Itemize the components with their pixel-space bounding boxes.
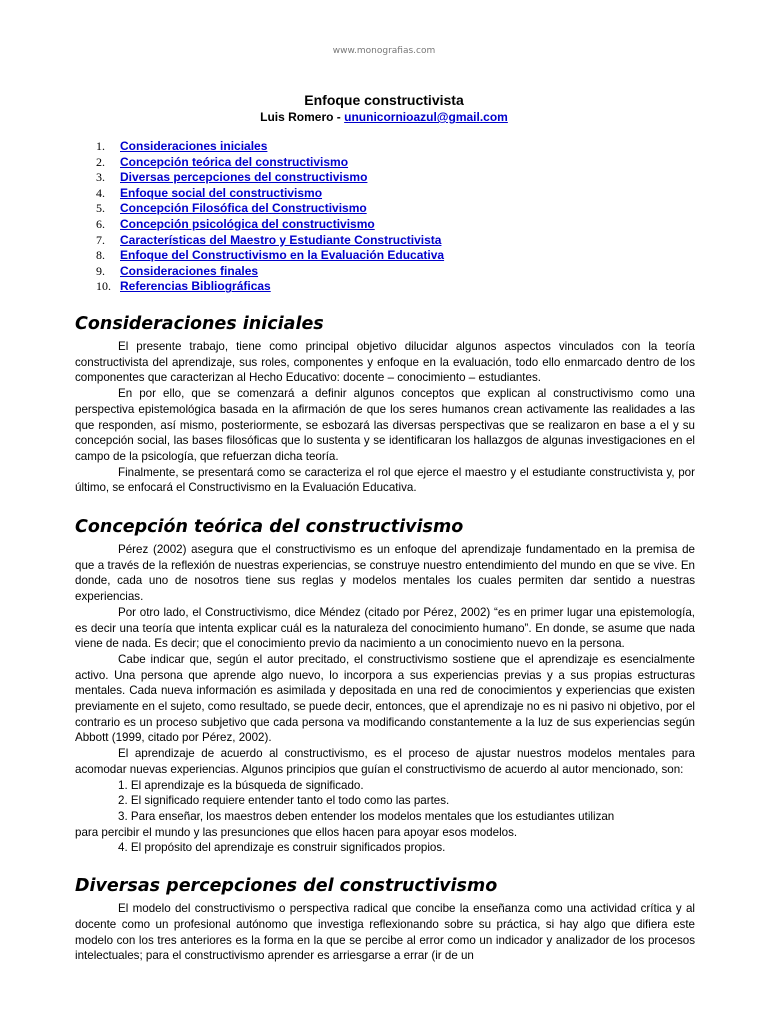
section-heading: Concepción teórica del constructivismo <box>75 517 464 538</box>
toc-item <box>96 264 444 280</box>
body-paragraph: Finalmente, se presentará como se caracteriza el rol que ejerce el maestro y el estudiante constructivista y, por último, se enfocará el Constructivismo en la Evaluación Educativa. <box>75 465 695 495</box>
document-title: Enfoque constructivista <box>304 92 464 108</box>
body-paragraph: El modelo del constructivismo o perspectiva radical que concibe la enseñanza como una actividad crítica y al docente como un profesional autónomo que investiga reflexionando sobre su práctica, si hay algo que difiera este modelo con los tres anteriores es la forma en la que se percibe al error como un indicador y analizador de los procesos intelectuales; para el constructivismo aprender es arriesgarse a errar (ir de un <box>75 902 695 963</box>
toc-item <box>96 170 444 186</box>
toc-link[interactable]: Enfoque social del constructivismo <box>120 185 323 200</box>
principle-item: 1. El aprendizaje es la búsqueda de significado. <box>118 778 364 792</box>
toc-item <box>96 279 444 295</box>
site-url: www.monografias.com <box>332 46 436 56</box>
author-line <box>0 110 768 124</box>
toc-number: 7. <box>96 232 105 247</box>
body-paragraph: En por ello, que se comenzará a definir algunos conceptos que explican al constructivismo como una perspectiva epistemológica basada en la afirmación de que los seres humanos crean activamente las realidades a las que responden, así mismo, posteriormente, se esbozará las diversas perspectivas que se realizaron en base a el y su concepción social, las bases filosóficas que lo sustenta y se identificaran los hallazgos de algunas investigaciones en el campo de la psicología, que refuerzan dicha teoría. <box>75 387 695 463</box>
section-heading: Diversas percepciones del constructivismo <box>75 876 498 897</box>
principle-item: 4. El propósito del aprendizaje es construir significados propios. <box>118 841 446 855</box>
toc-link[interactable]: Concepción psicológica del constructivismo <box>120 216 375 231</box>
toc-number: 10. <box>96 279 111 294</box>
toc-item <box>96 186 444 202</box>
body-paragraph: Cabe indicar que, según el autor precitado, el constructivismo sostiene que el aprendizaje es esencialmente activo. Una persona que aprende algo nuevo, lo incorpora a sus experiencias previas y a sus propias estructuras mentales. Cada nueva información es asimilada y depositada en una red de conocimientos y experiencias que existen previamente en el sujeto, como resultado, se puede decir, entonces, que el aprendizaje no es ni pasivo ni objetivo, por el contrario es un proceso subjetivo que cada persona va modificando constantemente a la luz de sus experiencias según Abbott (1999, citado por Pérez, 2002). <box>75 652 696 745</box>
table-of-contents <box>96 139 444 295</box>
author-email-link[interactable]: ununicornioazul@gmail.com <box>344 110 508 124</box>
toc-item <box>96 217 444 233</box>
principle-item: 2. El significado requiere entender tanto el todo como las partes. <box>118 794 450 808</box>
body-paragraph: El aprendizaje de acuerdo al constructivismo, es el proceso de ajustar nuestros modelos mentales para acomodar nuevas experiencias. Algunos principios que guían el constructivismo de acuerdo al autor mencionado, son: <box>75 747 695 776</box>
section-heading: Consideraciones iniciales <box>75 314 324 334</box>
toc-number: 3. <box>96 170 105 185</box>
toc-number: 2. <box>96 154 105 169</box>
toc-link[interactable]: Consideraciones finales <box>120 263 259 278</box>
toc-link[interactable]: Enfoque del Constructivismo en la Evaluación Educativa <box>120 248 445 263</box>
body-paragraph: Pérez (2002) asegura que el constructivismo es un enfoque del aprendizaje fundamentado en la premisa de que a través de la reflexión de nuestras experiencias, se construye nuestro entendimiento del mundo en que se vive. En donde, cada uno de nosotros tiene sus reglas y modelos mentales los cuales permiten dar sentido a nuestras experiencias. <box>75 543 695 604</box>
principle-item-continuation: para percibir el mundo y las presunciones que ellos hacen para apoyar esos modelos. <box>75 825 518 839</box>
body-paragraph: El presente trabajo, tiene como principal objetivo dilucidar algunos aspectos vinculados con la teoría constructivista del aprendizaje, sus roles, componentes y enfoque en la evaluación, todo ello enmarcado dentro de los componentes que caracterizan al Hecho Educativo: docente – conocimiento – estudiantes. <box>75 340 695 385</box>
toc-item <box>96 248 444 264</box>
toc-item <box>96 139 444 155</box>
toc-link[interactable]: Concepción teórica del constructivismo <box>120 154 349 169</box>
toc-item <box>96 233 444 249</box>
toc-number: 9. <box>96 263 105 278</box>
toc-link[interactable]: Concepción Filosófica del Constructivismo <box>120 201 367 216</box>
toc-number: 8. <box>96 248 105 263</box>
author-name: Luis Romero <box>260 110 334 124</box>
toc-item <box>96 155 444 171</box>
author-separator: - <box>333 110 345 124</box>
toc-number: 1. <box>96 139 105 153</box>
body-paragraph: Por otro lado, el Constructivismo, dice Méndez (citado por Pérez, 2002) “es en primer lugar una epistemología, es decir una teoría que intenta explicar cuál es la naturaleza del conocimiento humano”. En donde, se asume que nada viene de nada. Es decir; que el conocimiento previo da nacimiento a un conocimiento nuevo en la persona. <box>75 605 695 651</box>
toc-link[interactable]: Diversas percepciones del constructivismo <box>120 170 368 185</box>
toc-number: 4. <box>96 185 105 200</box>
principle-item: 3. Para enseñar, los maestros deben entender los modelos mentales que los estudiantes utilizan <box>118 809 615 823</box>
toc-link[interactable]: Características del Maestro y Estudiante Constructivista <box>120 232 442 247</box>
toc-link[interactable]: Referencias Bibliográficas <box>120 279 271 294</box>
toc-number: 6. <box>96 216 105 231</box>
toc-link[interactable]: Consideraciones iniciales <box>120 139 268 153</box>
toc-number: 5. <box>96 201 105 216</box>
toc-item <box>96 201 444 217</box>
document-body <box>75 311 695 964</box>
